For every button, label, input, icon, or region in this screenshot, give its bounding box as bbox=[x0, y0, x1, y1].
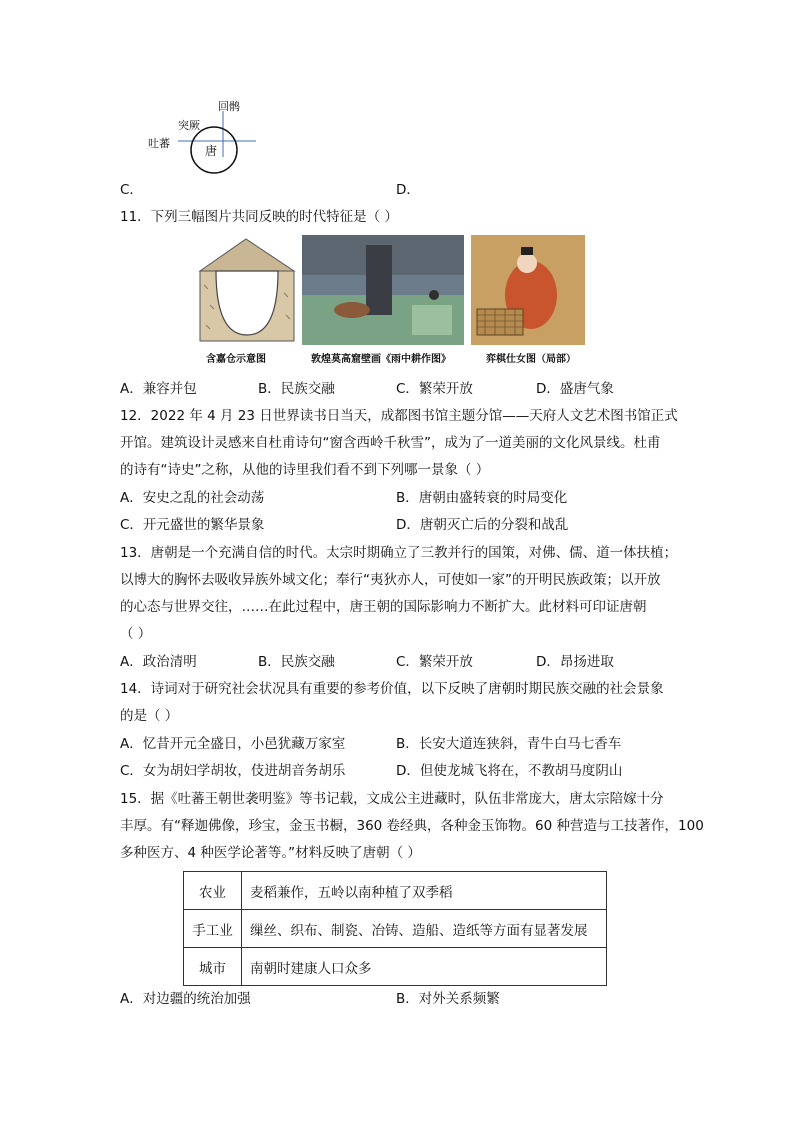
weiqi-lady-image bbox=[471, 235, 585, 345]
dunhuang-mural-image bbox=[302, 235, 464, 345]
caption-granary: 含嘉仓示意图 bbox=[206, 354, 266, 365]
table-cell-head: 手工业 bbox=[184, 910, 242, 948]
table-cell-head: 农业 bbox=[184, 872, 242, 910]
q15-table bbox=[183, 871, 607, 986]
q11-option-b: B．民族交融 bbox=[258, 381, 335, 397]
q15-line-2: 丰厚。有“释迦佛像，珍宝，金玉书橱，360 卷经典，各种金玉饰物。60 种营造与工技著作，100 bbox=[120, 818, 704, 834]
caption-weiqi: 弈棋仕女图（局部） bbox=[486, 354, 576, 365]
q11-option-a: A．兼容并包 bbox=[120, 381, 197, 397]
q13-option-d: D．昂扬进取 bbox=[536, 654, 614, 670]
label-tujue: 突厥 bbox=[178, 119, 200, 132]
q10-option-d: D． bbox=[396, 182, 420, 198]
q12-option-c: C．开元盛世的繁华景象 bbox=[120, 517, 265, 533]
table-cell-content: 麦稻兼作，五岭以南种植了双季稻 bbox=[242, 872, 607, 910]
table-row bbox=[184, 948, 607, 986]
q13-line-4: （ ） bbox=[120, 626, 152, 642]
q13-option-a: A．政治清明 bbox=[120, 654, 197, 670]
q12-line-1: 12．2022 年 4 月 23 日世界读书日当天，成都图书馆主题分馆——天府人文艺术图书馆正式 bbox=[120, 408, 678, 424]
caption-mural: 敦煌莫高窟壁画《雨中耕作图》 bbox=[311, 354, 451, 365]
table-cell-content: 南朝时建康人口众多 bbox=[242, 948, 607, 986]
q15-option-b: B．对外关系频繁 bbox=[396, 991, 500, 1007]
q12-line-2: 开馆。建筑设计灵感来自杜甫诗句“窗含西岭千秋雪”，成为了一道美丽的文化风景线。杜甫 bbox=[120, 435, 661, 451]
q14-line-2: 的是（ ） bbox=[120, 708, 179, 724]
q11-option-c: C．繁荣开放 bbox=[396, 381, 473, 397]
label-tang: 唐 bbox=[205, 144, 218, 158]
q14-option-c: C．女为胡妇学胡妆，伎进胡音务胡乐 bbox=[120, 763, 346, 779]
q12-option-d: D．唐朝灭亡后的分裂和战乱 bbox=[396, 517, 569, 533]
granary-image bbox=[198, 235, 296, 343]
q11-option-d: D．盛唐气象 bbox=[536, 381, 614, 397]
q14-option-a: A．忆昔开元全盛日，小邑犹藏万家室 bbox=[120, 736, 346, 752]
q13-option-b: B．民族交融 bbox=[258, 654, 335, 670]
label-huihu: 回鹘 bbox=[218, 100, 240, 113]
q13-option-c: C．繁荣开放 bbox=[396, 654, 473, 670]
q10-option-c: C． bbox=[120, 182, 143, 198]
table-row bbox=[184, 872, 607, 910]
q15-option-a: A．对边疆的统治加强 bbox=[120, 991, 251, 1007]
q13-line-1: 13．唐朝是一个充满自信的时代。太宗时期确立了三教并行的国策，对佛、儒、道一体扶植； bbox=[120, 545, 678, 561]
q14-option-d: D．但使龙城飞将在，不教胡马度阴山 bbox=[396, 763, 623, 779]
table-row bbox=[184, 910, 607, 948]
table-cell-head: 城市 bbox=[184, 948, 242, 986]
q15-line-3: 多种医方、4 种医学论著等。”材料反映了唐朝（ ） bbox=[120, 845, 421, 861]
table-cell-content: 缫丝、织布、制瓷、冶铸、造船、造纸等方面有显著发展 bbox=[242, 910, 607, 948]
q12-line-3: 的诗有“诗史”之称，从他的诗里我们看不到下列哪一景象（ ） bbox=[120, 462, 490, 478]
q12-option-b: B．唐朝由盛转衰的时局变化 bbox=[396, 490, 568, 506]
label-tubo: 吐蕃 bbox=[148, 137, 170, 150]
q14-option-b: B．长安大道连狭斜，青牛白马七香车 bbox=[396, 736, 622, 752]
q13-line-2: 以博大的胸怀去吸收异族外域文化；奉行“夷狄亦人，可使如一家”的开明民族政策；以开放 bbox=[120, 572, 661, 588]
q11-stem: 11．下列三幅图片共同反映的时代特征是（ ） bbox=[120, 209, 398, 225]
q13-line-3: 的心态与世界交往，……在此过程中，唐王朝的国际影响力不断扩大。此材料可印证唐朝 bbox=[120, 599, 647, 615]
q14-line-1: 14．诗词对于研究社会状况具有重要的参考价值，以下反映了唐朝时期民族交融的社会景象 bbox=[120, 681, 664, 697]
q12-option-a: A．安史之乱的社会动荡 bbox=[120, 490, 265, 506]
q15-line-1: 15．据《吐蕃王朝世袭明鉴》等书记载，文成公主进藏时，队伍非常庞大，唐太宗陪嫁十分 bbox=[120, 791, 664, 807]
